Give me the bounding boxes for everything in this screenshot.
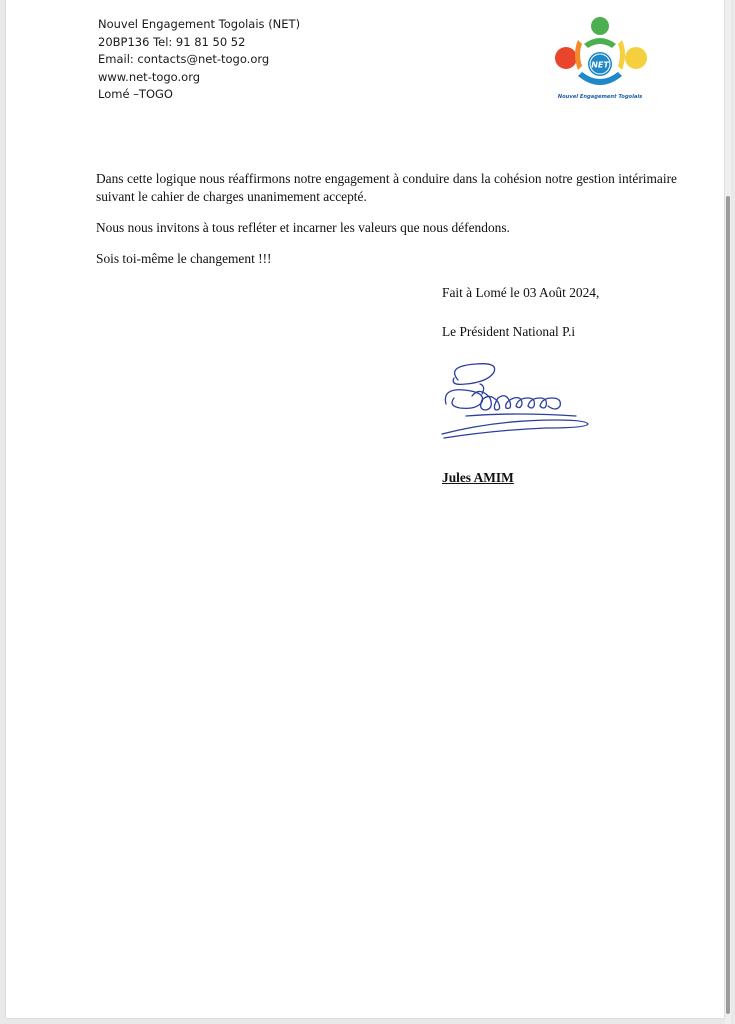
website-line: www.net-togo.org: [98, 69, 201, 84]
letter-body: [96, 170, 677, 281]
paragraph-commitment: Dans cette logique nous réaffirmons notre engagement à conduire dans la cohésion notre gestion intérimaire suivant le cahier de charges unanimement accepté.: [96, 171, 677, 204]
signatory-name: Jules AMIM: [442, 470, 514, 485]
letterhead: [98, 16, 300, 104]
paragraph-values: Nous nous invitons à tous refléter et incarner les valeurs que nous défendons.: [96, 220, 510, 235]
signatory-title: Le Président National P.i: [442, 324, 576, 339]
scrollbar-thumb[interactable]: [726, 196, 730, 1014]
logo-caption: Nouvel Engagement Togolais: [557, 94, 643, 100]
email-line: Email: contacts@net-togo.org: [98, 52, 270, 66]
city-line: Lomé –TOGO: [98, 87, 173, 101]
logo-badge-text: NET: [591, 60, 609, 70]
document-page: [6, 0, 724, 1018]
address-phone: 20BP136 Tel: 91 81 50 52: [98, 34, 246, 49]
org-name: Nouvel Engagement Togolais (NET): [98, 17, 301, 31]
net-logo: [548, 14, 652, 104]
paragraph-motto: Sois toi-même le changement !!!: [96, 251, 272, 266]
place-date: Fait à Lomé le 03 Août 2024,: [442, 285, 600, 300]
handwritten-signature: [436, 358, 596, 442]
